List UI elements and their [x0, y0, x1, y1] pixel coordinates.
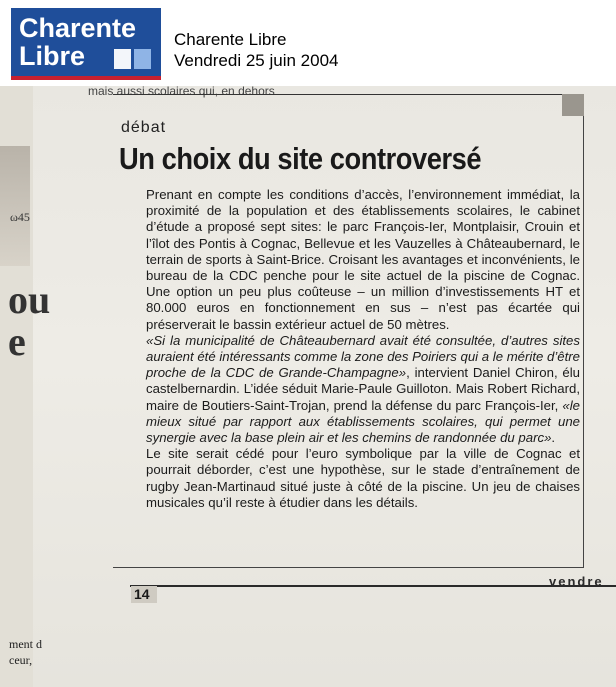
cut-off-text-line: mais aussi scolaires qui, en dehors: [88, 84, 275, 98]
logo-squares-icon: [114, 49, 152, 69]
header: [0, 0, 616, 86]
article-paragraph-2: [146, 333, 580, 446]
newspaper-scan: [0, 86, 616, 687]
left-fragment: e: [8, 319, 26, 364]
charente-libre-logo: [11, 8, 161, 80]
logo-line-1: Charente: [19, 13, 137, 43]
logo-line-2: Libre: [19, 41, 86, 71]
paragraph-2-text-a: , intervient Daniel Chiron, élu castelbernardin. L’idée séduit Marie-Paule Guilloton. Mais Robert Richard, maire de Boutiers-Saint-Trojan, prend la défense du parc François-Ier,: [146, 365, 581, 413]
article-kicker: débat: [121, 119, 167, 136]
article-box: [113, 94, 584, 568]
paragraph-2-text-b: .: [551, 430, 556, 446]
article-paragraph-1: Prenant en compte les conditions d’accès, l’environnement immédiat, la proximité de la population et des établissements scolaires, le cabinet d’étude a proposé sept sites: le parc François-Ier, Montplaisir, Crouin et l’îlot des Pontis à Cognac, Bellevue et les Vauzelles à Châteaubernard, le terrain de sports à Saint-Brice. Croisant les avantages et inconvénients, le bureau de la CDC penche pour le site actuel de la piscine de Cognac. Une option un peu plus coûteuse – un million d’investissements HT et 80.000 euros en fonctionnement en sus – n’est pas écartée qui préserverait le bassin extérieur actuel de 50 mètres.: [146, 187, 580, 332]
article-headline: Un choix du site controversé: [119, 141, 482, 176]
publication-date: Vendredi 25 juin 2004: [174, 51, 339, 70]
left-fragment: ω45: [10, 210, 30, 224]
corner-mark: [562, 94, 584, 116]
quote-richard: «le mieux situé par rapport aux établissements scolaires, qui permet une synergie avec la base plein air et les chemins de randonnée du parc»: [146, 397, 580, 446]
article-paragraph-3: Le site serait cédé pour l’euro symbolique par la ville de Cognac et pourrait déborder, c’est une hypothèse, sur le stade d’entraînement de rugby Jean-Martinaud situé juste à côté de la piscine. Un jeu de chaises musicales qu’il reste à étudier dans les détails.: [146, 446, 580, 510]
quote-chiron: «Si la municipalité de Châteaubernard avait été consultée, d’autres sites auraient été intéressants comme la zone des Poiriers qui a le mérite d’être proche de la CDC de Grande-Champagne»: [146, 332, 580, 381]
article-body: [146, 187, 580, 511]
adjacent-column-strip: [0, 86, 33, 687]
page-number: 14: [134, 586, 150, 602]
footer-day-fragment: vendre: [549, 574, 604, 589]
page-footer-rule: [130, 585, 616, 587]
left-fragment: ment d: [9, 637, 42, 651]
left-fragment: ceur,: [9, 653, 33, 667]
adjacent-photo-fragment: [0, 146, 30, 266]
left-fragment: ou: [8, 277, 51, 322]
publication-name: Charente Libre: [174, 30, 287, 49]
